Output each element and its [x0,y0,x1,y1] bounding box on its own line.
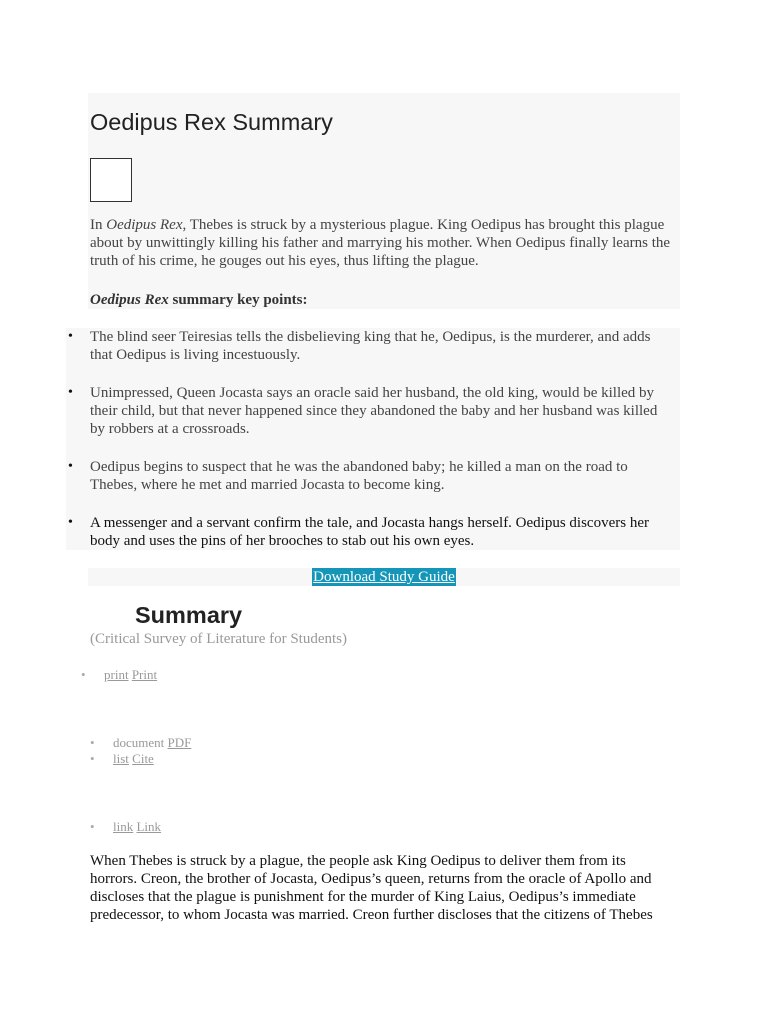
intro-paragraph [90,216,682,270]
intro-book-title: Oedipus Rex [106,217,183,233]
link-label[interactable]: Link [136,819,162,834]
list-icon: list [113,751,129,766]
summary-source: (Critical Survey of Literature for Students) [90,631,348,647]
key-points-heading [90,291,308,309]
cite-label[interactable]: Cite [132,751,154,766]
key-point-item: • Oedipus begins to suspect that he was the abandoned baby; he killed a man on the road to Thebes, where he met and married Jocasta to become king. [90,458,674,494]
link-tool[interactable] [113,819,161,835]
summary-body: When Thebes is struck by a plague, the people ask King Oedipus to deliver them from its horrors. Creon, the brother of Jocasta, Oedipus’s queen, returns from the oracle of Apollo and discloses that the plague is punishment for the murder of King Laius, Oedipus’s immediate predecessor, to whom Jocasta was married. Creon further discloses that the citizens of Thebes [90,853,653,923]
key-point-item: • Unimpressed, Queen Jocasta says an oracle said her husband, the old king, would be killed by their child, but that never happened since they abandoned the baby and her husband was killed by robbers at a crossroads. [90,384,674,438]
link-icon: link [113,819,134,834]
key-points-book-title: Oedipus Rex [90,292,169,308]
print-label[interactable]: Print [131,667,158,682]
print-tool[interactable] [104,667,157,683]
key-point-item: • The blind seer Teiresias tells the disbelieving king that he, Oedipus, is the murderer, and adds that Oedipus is living incestuously. [90,328,674,364]
document-icon: document [113,735,165,750]
pdf-tool[interactable] [113,735,191,751]
download-study-guide-link[interactable]: Download Study Guide [313,569,455,585]
pdf-label[interactable]: PDF [167,735,192,750]
print-icon: print [104,667,129,682]
intro-text: , Thebes is struck by a mysterious plague. King Oedipus has brought this plague about by unwittingly killing his father and marrying his mother. When Oedipus finally learns the truth of his crime, he gouges out his eyes, thus lifting the plague. [90,217,671,269]
key-points-label: summary key points: [168,292,308,308]
summary-heading: Summary [135,602,243,628]
intro-prefix: In [90,217,107,233]
download-bar [88,568,680,586]
key-point-item: • A messenger and a servant confirm the tale, and Jocasta hangs herself. Oedipus discovers her body and uses the pins of her brooches to stab out his own eyes. [90,514,674,550]
book-cover-image-placeholder [90,158,132,202]
page-title: Oedipus Rex Summary [90,109,333,135]
cite-tool[interactable] [113,751,154,767]
